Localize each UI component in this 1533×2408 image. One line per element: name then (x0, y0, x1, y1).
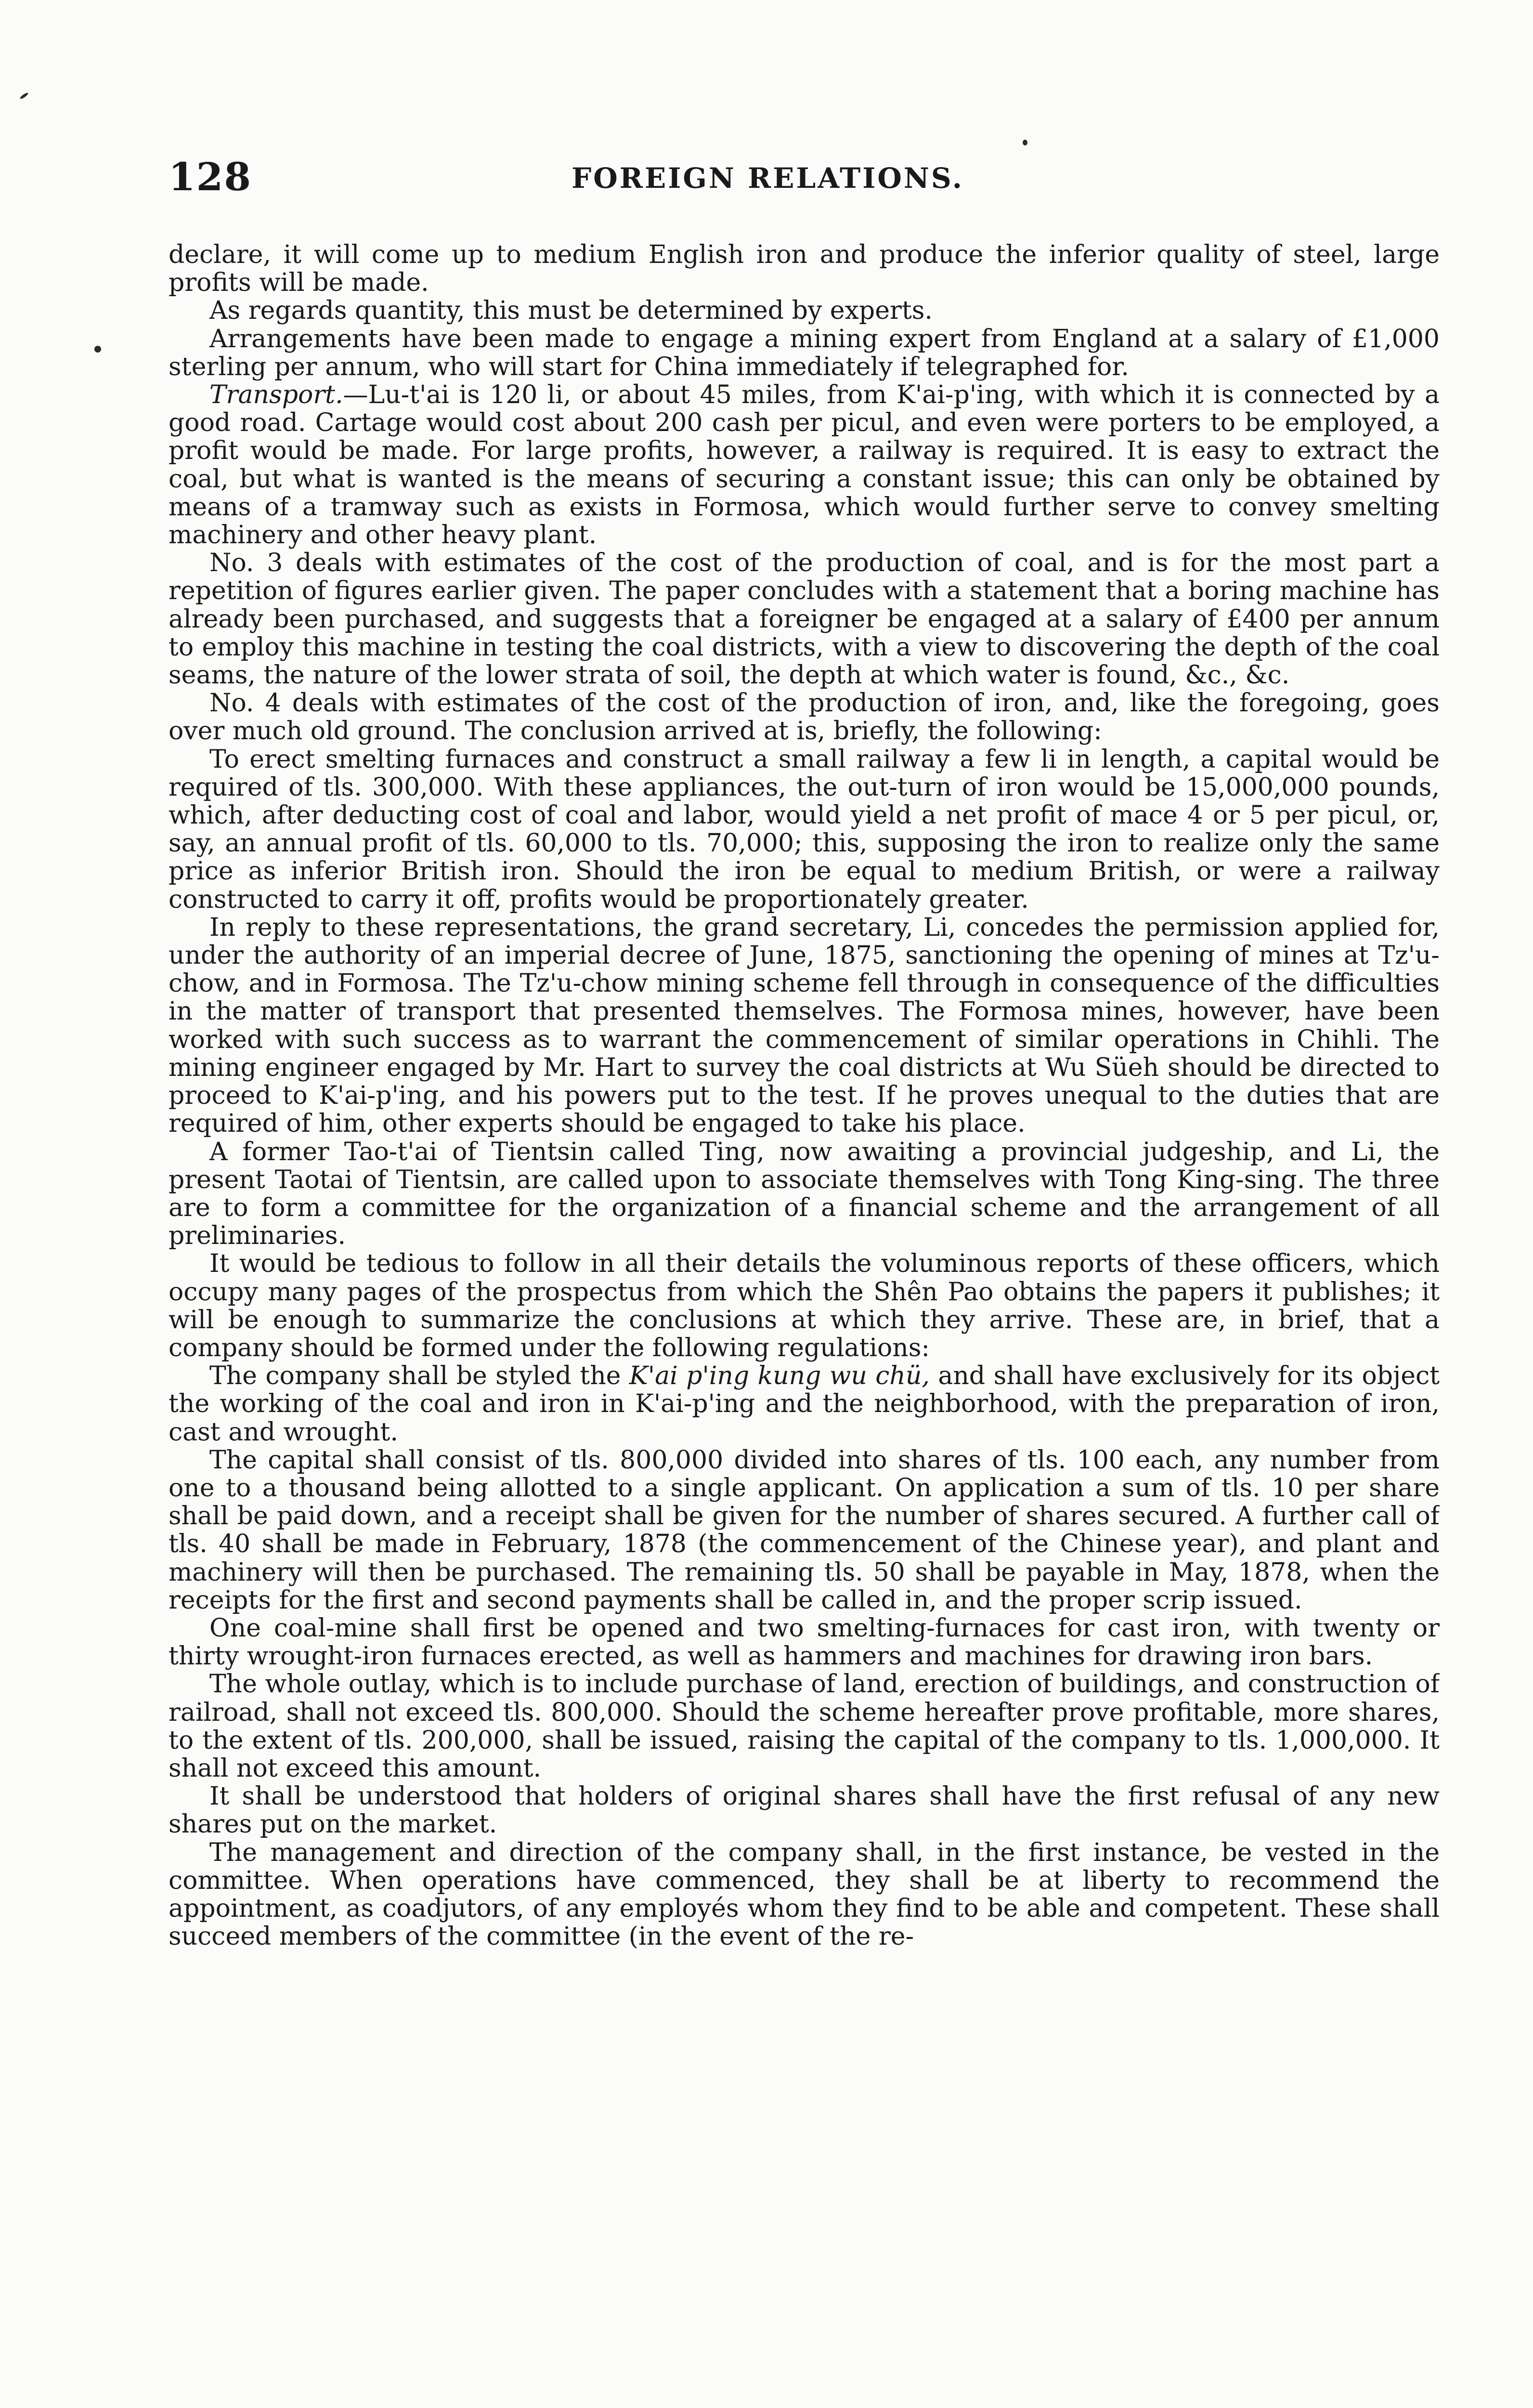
paragraph-outlay: The whole outlay, which is to include purchase of land, erection of buildings, and construction of railroad, shall not exceed tls. 800,000. Should the scheme hereafter prove profitable, more shares, to the extent of tls. 200,000, shall be issued, raising the capital of the company to tls. 1,000,000. It shall not exceed this amount. (169, 1670, 1440, 1783)
company-chinese-name: K'ai p'ing kung wu chü, (629, 1361, 930, 1391)
paragraph-reports-summary: It would be tedious to follow in all their details the voluminous reports of these officers, which occupy many pages of the prospectus from which the Shên Pao obtains the papers it publishes; it will be enough to summarize the conclusions at which they arrive. These are, in brief, that a company should be formed under the following regulations: (169, 1249, 1440, 1362)
paragraph-capital: The capital shall consist of tls. 800,000 divided into shares of tls. 100 each, any number from one to a thousand being allotted to a single applicant. On application a sum of tls. 10 per share shall be paid down, and a receipt shall be given for the number of shares secured. A further call of tls. 40 shall be made in February, 1878 (the commencement of the Chinese year), and plant and machinery will then be purchased. The remaining tls. 50 shall be payable in May, 1878, when the receipts for the first and second payments shall be called in, and the proper scrip issued. (169, 1445, 1440, 1615)
page-number: 128 (169, 154, 252, 199)
transport-text: —Lu-t'ai is 120 li, or about 45 miles, from K'ai-p'ing, with which it is connected by a good road. Cartage would cost about 200 cash per picul, and even were porters to be employed, a profit would be made. For large profits, however, a railway is required. It is easy to extract the coal, but what is wanted is the means of securing a constant issue; this can only be obtained by means of a tramway such as exists in Formosa, which would further serve to convey smelting machinery and other heavy plant. (169, 380, 1440, 550)
body-text (169, 241, 1440, 2408)
paragraph-smelting-estimate: To erect smelting furnaces and construct a small railway a few li in length, a capital would be required of tls. 300,000. With these appliances, the out-turn of iron would be 15,000,000 pounds, which, after deducting cost of coal and labor, would yield a net profit of mace 4 or 5 per picul, or, say, an annual profit of tls. 60,000 to tls. 70,000; this, supposing the iron to realize only the same price as inferior British iron. Should the iron be equal to medium British, or were a railway constructed to carry it off, profits would be proportionately greater. (169, 745, 1440, 914)
page-header (169, 154, 1367, 207)
ink-speck-mark (19, 92, 29, 100)
transport-label: Transport. (209, 380, 343, 410)
company-text-after: and shall have exclusively for its object the working of the coal and iron in K'ai-p'ing and the neighborhood, with the preparation of iron, cast and wrought. (169, 1361, 1440, 1447)
paragraph-no-4-iron: No. 4 deals with estimates of the cost of the production of iron, and, like the foregoing, goes over much old ground. The conclusion arrived at is, briefly, the following: (169, 689, 1440, 746)
paragraph-transport (169, 381, 1440, 549)
paragraph-management: The management and direction of the company shall, in the first instance, be vested in the committee. When operations have commenced, they shall be at liberty to recommend the appointment, as coadjutors, of any employés whom they find to be able and competent. These shall succeed members of the committee (in the event of the re- (169, 1838, 1440, 1951)
running-title: FOREIGN RELATIONS. (572, 162, 964, 195)
paragraph-continuation: declare, it will come up to medium English iron and produce the inferior quality of steel, large profits will be made. (169, 241, 1440, 298)
paragraph-company-name (169, 1362, 1440, 1446)
paragraph-no-3-coal: No. 3 deals with estimates of the cost of the production of coal, and is for the most part a repetition of figures earlier given. The paper concludes with a statement that a boring machine has already been purchased, and suggests that a foreigner be engaged at a salary of £400 per annum to employ this machine in testing the coal districts, with a view to discovering the depth of the coal seams, the nature of the lower strata of soil, the depth at which water is found, &c., &c. (169, 549, 1440, 690)
paragraph-quantity: As regards quantity, this must be determined by experts. (209, 296, 933, 326)
paragraph-committee: A former Tao-t'ai of Tientsin called Ting, now awaiting a provincial judgeship, and Li, the present Taotai of Tientsin, are called upon to associate themselves with Tong King-sing. The three are to form a committee for the organization of a financial scheme and the arrangement of all preliminaries. (169, 1137, 1440, 1251)
company-text-before: The company shall be styled the (209, 1361, 629, 1391)
paragraph-coal-mine: One coal-mine shall first be opened and two smelting-furnaces for cast iron, with twenty or thirty wrought-iron furnaces erected, as well as hammers and machines for drawing iron bars. (169, 1613, 1440, 1671)
paragraph-mining-expert: Arrangements have been made to engage a mining expert from England at a salary of £1,000 sterling per annum, who will start for China immediately if telegraphed for. (169, 324, 1440, 381)
ink-speck-mark (94, 346, 101, 353)
paragraph-li-reply: In reply to these representations, the grand secretary, Li, concedes the permission applied for, under the authority of an imperial decree of June, 1875, sanctioning the opening of mines at Tz'u-chow, and in Formosa. The Tz'u-chow mining scheme fell through in consequence of the difficulties in the matter of transport that presented themselves. The Formosa mines, however, have been worked with such success as to warrant the commencement of similar operations in Chihli. The mining engineer engaged by Mr. Hart to survey the coal districts at Wu Süeh should be directed to proceed to K'ai-p'ing, and his powers put to the test. If he proves unequal to the duties that are required of him, other experts should be engaged to take his place. (169, 913, 1440, 1139)
paragraph-original-shares: It shall be understood that holders of original shares shall have the first refusal of any new shares put on the market. (169, 1782, 1440, 1839)
ink-speck-mark (1023, 140, 1027, 145)
